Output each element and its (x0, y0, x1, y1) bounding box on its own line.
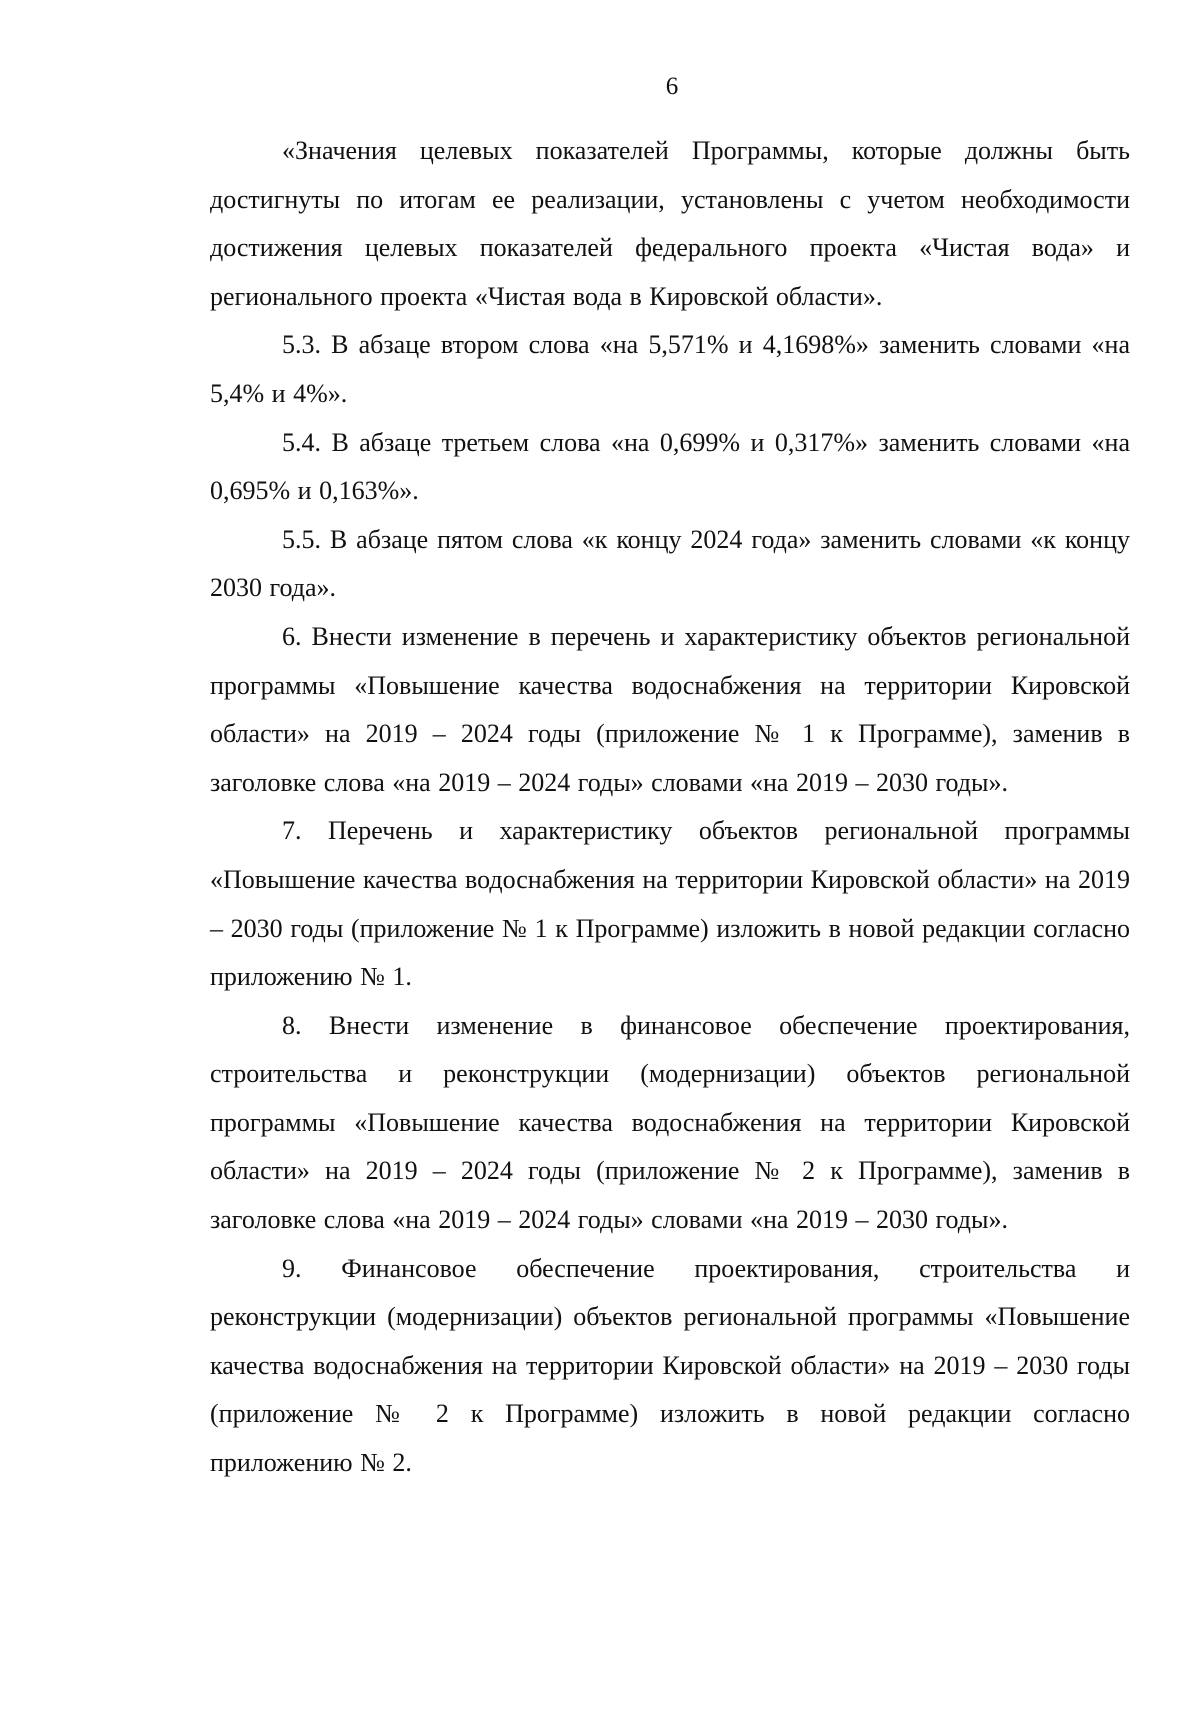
paragraph-6: 6. Внести изменение в перечень и характеристику объектов региональной программы «Повышение качества водоснабжения на территории Кировской области» на 2019 – 2024 годы (приложение № 1 к Программе), заменив в заголовке слова «на 2019 – 2024 годы» словами «на 2019 – 2030 годы». (210, 621, 1130, 797)
paragraph-5-5: 5.5. В абзаце пятом слова «к концу 2024 года» заменить словами «к концу 2030 года». (210, 524, 1130, 603)
paragraph-9: 9. Финансовое обеспечение проектирования, строительства и реконструкции (модернизации) объектов региональной программы «Повышение качества водоснабжения на территории Кировской области» на 2019 – 2030 годы (приложение № 2 к Программе) изложить в новой редакции согласно приложению № 2. (210, 1253, 1130, 1478)
paragraph-5-4: 5.4. В абзаце третьем слова «на 0,699% и 0,317%» заменить словами «на 0,695% и 0,163%». (210, 427, 1130, 506)
paragraph-targets-intro: «Значения целевых показателей Программы, которые должны быть достигнуты по итогам ее реализации, установлены с учетом необходимости достижения целевых показателей федерального проекта «Чистая вода» и регионального проекта «Чистая вода в Кировской области». (210, 136, 1130, 311)
paragraph-7: 7. Перечень и характеристику объектов региональной программы «Повышение качества водоснабжения на территории Кировской области» на 2019 – 2030 годы (приложение № 1 к Программе) изложить в новой редакции согласно приложению № 1. (210, 816, 1130, 992)
document-body (210, 127, 1130, 1488)
page-number: 6 (665, 73, 679, 100)
paragraph-5-3: 5.3. В абзаце втором слова «на 5,571% и 4,1698%» заменить словами «на 5,4% и 4%». (210, 330, 1130, 408)
paragraph-8: 8. Внести изменение в финансовое обеспечение проектирования, строительства и реконструкции (модернизации) объектов региональной программы «Повышение качества водоснабжения на территории Кировской области» на 2019 – 2024 годы (приложение № 2 к Программе), заменив в заголовке слова «на 2019 – 2024 годы» словами «на 2019 – 2030 годы». (210, 1010, 1130, 1235)
